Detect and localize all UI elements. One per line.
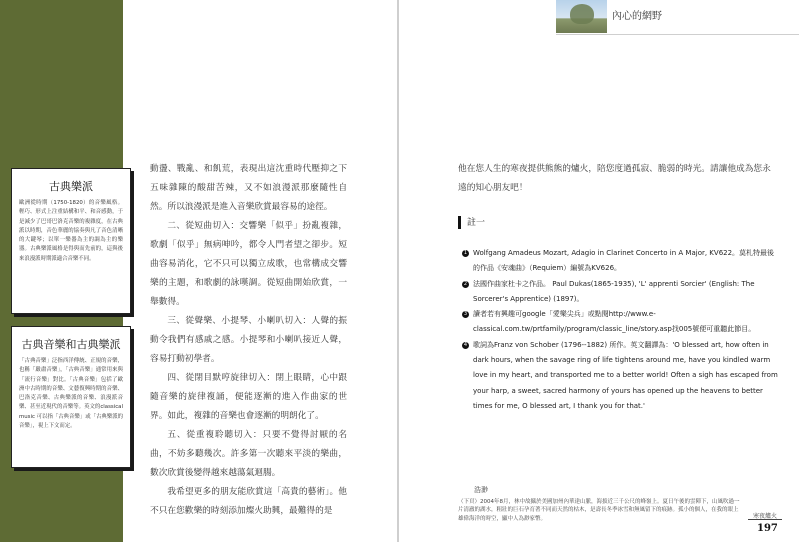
paragraph: 三、從聲樂、小提琴、小喇叭切入：人聲的振動令我們有感戚之感。小提琴和小喇叭接近人聲，容易打動初學者。 xyxy=(150,316,347,364)
note-text: 法國作曲家杜卡之作品。 Paul Dukas(1865-1935), 'L' apprenti Sorcier' (English: The Sorcerer's Apprentice) (1897)。 xyxy=(473,279,755,303)
photo-credit: 浩渺 xyxy=(474,486,488,494)
box-title: 古典音樂和古典樂派 xyxy=(21,338,121,351)
note-number: 2 xyxy=(463,280,468,287)
section-title: 內心的網野 xyxy=(612,11,662,22)
note-item xyxy=(462,307,778,338)
header-rule xyxy=(556,34,799,35)
footer-label: 寒夜爐火 xyxy=(753,513,778,520)
paragraph: 動盪、戰亂、和飢荒，表現出這沈重時代壓抑之下五味雜陳的酸甜苦辣，又不如浪漫派那麼隨性自然。所以浪漫派是進入音樂欣賞最容易的途徑。 xyxy=(150,164,347,212)
notes-heading xyxy=(458,215,485,229)
photo-caption: （下頁）2004年8月，林中故攝於美國加州內華達山脈，海拔近三千公尺的峰嶺上。夏日午後的雲陣下，山風吹過一片清澈的湖水，粗壯的巨石孕育著不同而天然的枯木，是壽長冬季冰雪和無風留下的痕跡。孤小的個人，在我的眼上雄偉海洋的時空，顯中人為渺家幣。 xyxy=(458,499,740,522)
note-text: Wolfgang Amadeus Mozart, Adagio in Clarinet Concerto in A Major, KV622。莫札特最後的作品《安魂曲》（Requiem）編號為KV626。 xyxy=(473,249,775,273)
paragraph: 我希望更多的朋友能欣賞這「高貴的藝術」。他不只在您歡樂的時刻添加燦火助興，最難得的是 xyxy=(150,487,347,516)
page-spine xyxy=(397,0,399,542)
note-number: 3 xyxy=(463,311,468,318)
box-body: 歐洲從時期（1750-1820）的音樂風格。輕巧、形式上注重結構和平、和音感動，于是減少了巴哥巴洛克音樂的複雜度，在古典派以時期，音色華麗的協奏與凡了音色清晰的大鍵琴；以單一樂器為主的調為主的樂器。古典樂派風格是得與而先前的，這與後來浪漫派時期派適合音樂不同。 xyxy=(19,200,123,262)
paragraph: 五、從重複聆聽切入：只要不覺得討厭的名曲，不妨多聽幾次。許多第一次聽來平淡的樂曲，數次欣賞後變得越來越蕩氣迴腸。 xyxy=(150,430,347,478)
note-item xyxy=(462,277,778,308)
paragraph: 四、從閉目默哼旋律切入：閉上眼睛，心中跟隨音樂的旋律複誦，便能逐漸的進入作曲家的世界。如此，複雜的音樂也會逐漸的明朗化了。 xyxy=(150,373,347,421)
paragraph: 二、從短曲切入：交響樂「似乎」扮亂複雜，歌劇「似乎」無病呻吟，都令人門者望之卻步。短曲容易消化，它不只可以獨立成歌，也常構成交響樂的主題，和歌劇的詠嘆調。從短曲開始欣賞，一舉數得。 xyxy=(150,221,347,307)
note-text: 歌詞為Franz von Schober (1796--1882) 所作。英文翻譯為：'O blessed art, how often in dark hours, when the savage ring of life tightens around me, have you kindled warm love in my heart, and transported me to a better world! Often a sigh has escaped from your harp, a sweet, sacred harmony of yours has opened up the heavens to better times for me, O blessed art, I thank you for that.' xyxy=(473,340,778,410)
note-number: 1 xyxy=(463,250,468,256)
notes-list xyxy=(462,246,778,414)
box-title: 古典樂派 xyxy=(49,180,93,193)
note-item xyxy=(462,338,778,414)
note-number: 4 xyxy=(463,341,468,348)
right-intro xyxy=(458,160,773,197)
note-text: 讀者若有興趣可google「愛樂尖兵」或點閱http://www.e-classical.com.tw/prtfamily/program/classic_line/story.asp找005號便可重聽此節目。 xyxy=(473,310,756,334)
paragraph: 他在您人生的寒夜提供熊熊的爐火，陪您度過孤寂、脆弱的時光。請讓他成為您永遠的知心朋友吧！ xyxy=(458,164,771,193)
heading-bar xyxy=(458,216,461,229)
tree-icon xyxy=(570,4,594,24)
sidebar-box-classical-period xyxy=(11,168,131,314)
page-number: 197 xyxy=(757,523,778,534)
sidebar-box-classical-music xyxy=(11,326,131,468)
note-item xyxy=(462,246,778,277)
footer-rule xyxy=(748,519,782,520)
header-photo xyxy=(556,0,607,33)
notes-heading-text: 註一 xyxy=(467,218,486,228)
box-body: 「古典音樂」泛指西洋傳統、正規的音樂，也稱「嚴肅音樂」，「古典音樂」通常用來與「流行音樂」對比。「古典音樂」包括了歐洲中古時期的音樂、文藝復興時期的音樂、巴洛克音樂、古典樂派的音樂、浪漫派音樂、甚至近現代的音樂等。英文的classical music 可以指「古典音樂」或「古典樂派的音樂」，視上下文而定。 xyxy=(19,358,123,430)
left-column xyxy=(150,160,347,521)
